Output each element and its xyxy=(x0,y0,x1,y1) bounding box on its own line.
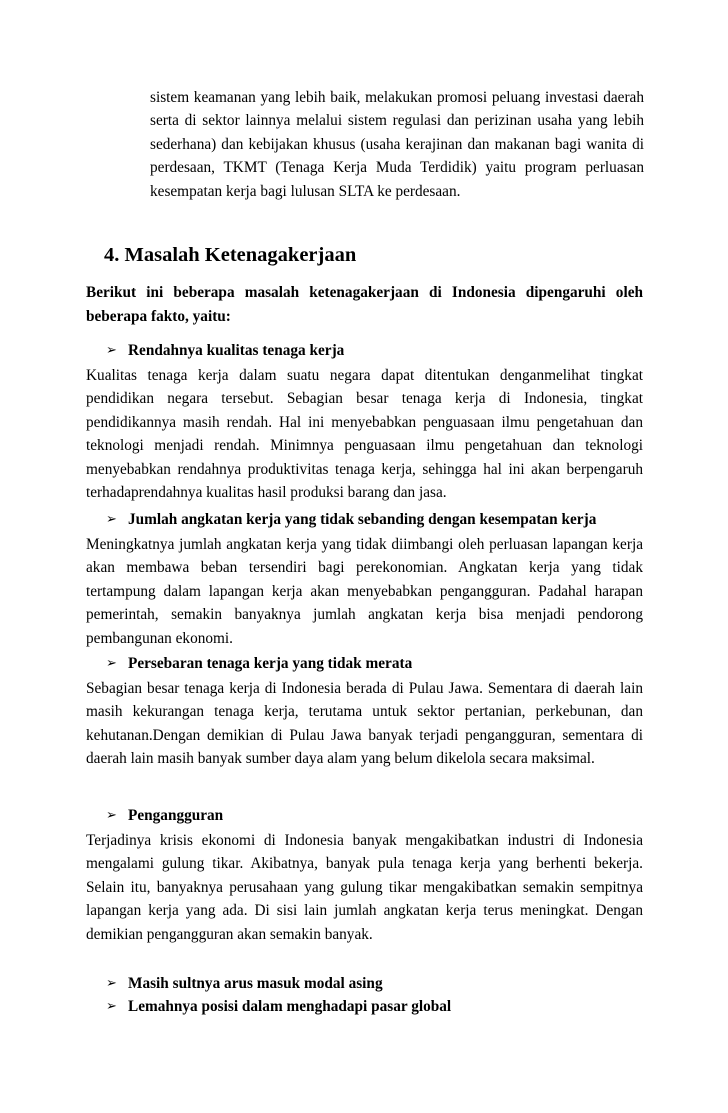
bullet-item-modal-asing xyxy=(106,974,383,994)
bullet-title: Masih sultnya arus masuk modal asing xyxy=(128,975,383,992)
item-paragraph: Sebagian besar tenaga kerja di Indonesia berada di Pulau Jawa. Sementara di daerah lain masih kekurangan tenaga kerja, terutama untuk sektor pertanian, perkebunan, dan kehutanan.Dengan demikian di Pulau Jawa banyak terjadi pengangguran, sementara di daerah lain masih banyak sumber daya alam yang belum dikelola secara maksimal. xyxy=(86,680,643,768)
bullet-item-pasar-global xyxy=(106,997,451,1017)
item-paragraph: Kualitas tenaga kerja dalam suatu negara dapat ditentukan denganmelihat tingkat pendidikan negara tersebut. Sebagian besar tenaga kerja di Indonesia, tingkat pendidikannya masih rendah. Hal ini menyebabkan penguasaan ilmu pengetahuan dan teknologi menjadi rendah. Minimnya penguasaan ilmu pengetahuan dan teknologi menyebabkan rendahnya produktivitas tenaga kerja, sehingga hal ini akan berpengaruh terhadaprendahnya kualitas hasil produksi barang dan jasa. xyxy=(86,367,643,502)
bullet-title: Lemahnya posisi dalam menghadapi pasar global xyxy=(128,998,452,1015)
arrow-bullet-icon: ➢ xyxy=(106,999,117,1014)
bullet-title: Rendahnya kualitas tenaga kerja xyxy=(128,342,345,359)
arrow-bullet-icon: ➢ xyxy=(106,976,117,991)
bullet-item-rendahnya-kualitas xyxy=(106,341,344,361)
item-paragraph: Meningkatnya jumlah angkatan kerja yang tidak diimbangi oleh perluasan lapangan kerja akan membawa beban tersendiri bagi perekonomian. Angkatan kerja yang tidak tertampung dalam lapangan kerja akan menyebabkan pengangguran. Padahal harapan pemerintah, semakin banyaknya jumlah angkatan kerja bisa menjadi pendorong pembangunan ekonomi. xyxy=(86,536,643,647)
lead-text: Berikut ini beberapa masalah ketenagakerjaan di Indonesia dipengaruhi oleh beberapa fakto, yaitu: xyxy=(86,284,643,325)
bullet-title: Pengangguran xyxy=(128,807,224,824)
bullet-item-pengangguran xyxy=(106,806,223,826)
arrow-bullet-icon: ➢ xyxy=(106,808,117,823)
arrow-bullet-icon: ➢ xyxy=(106,343,117,358)
bullet-title: Jumlah angkatan kerja yang tidak sebanding dengan kesempatan kerja xyxy=(128,511,597,528)
intro-paragraph: sistem keamanan yang lebih baik, melakukan promosi peluang investasi daerah serta di sektor lainnya melalui sistem regulasi dan perizinan usaha yang lebih sederhana) dan kebijakan khusus (usaha kerajinan dan makanan bagi wanita di perdesaan, TKMT (Tenaga Kerja Muda Terdidik) yaitu program perluasan kesempatan kerja bagi lulusan SLTA ke perdesaan. xyxy=(150,89,644,200)
item-paragraph: Terjadinya krisis ekonomi di Indonesia banyak mengakibatkan industri di Indonesia mengalami gulung tikar. Akibatnya, banyak pula tenaga kerja yang berhenti bekerja. Selain itu, banyaknya perusahaan yang gulung tikar mengakibatkan semakin sempitnya lapangan kerja yang ada. Di sisi lain jumlah angkatan kerja terus meningkat. Dengan demikian pengangguran akan semakin banyak. xyxy=(86,832,643,943)
arrow-bullet-icon: ➢ xyxy=(106,512,117,527)
bullet-title: Persebaran tenaga kerja yang tidak merata xyxy=(128,655,413,672)
bullet-item-persebaran xyxy=(106,654,412,674)
arrow-bullet-icon: ➢ xyxy=(106,656,117,671)
bullet-item-jumlah-angkatan xyxy=(106,510,596,530)
section-heading: 4. Masalah Ketenagakerjaan xyxy=(104,244,357,266)
